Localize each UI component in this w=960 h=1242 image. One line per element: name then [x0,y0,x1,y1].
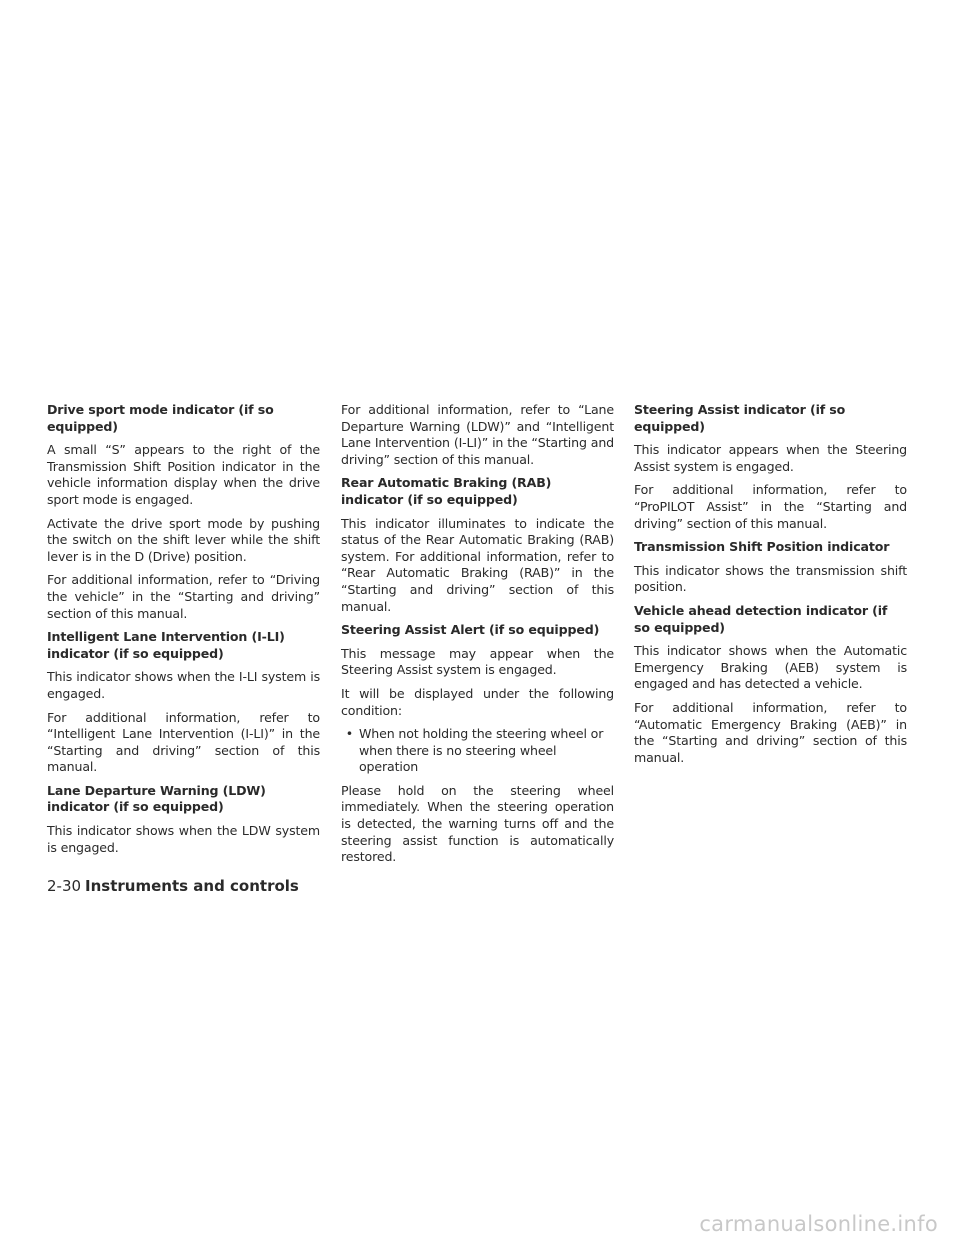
body-paragraph: This indicator appears when the Steering Assist system is engaged. [634,442,907,474]
bullet-item [341,726,614,776]
bullet-icon: • [345,726,353,742]
body-paragraph: It will be displayed under the following condition: [341,685,614,718]
body-paragraph: This indicator shows when the Automatic Emergency Braking (AEB) system is engaged and has detected a vehicle. [634,643,907,692]
section-heading: Transmission Shift Position indicator [634,539,890,555]
text-column-2 [341,402,614,873]
body-paragraph: For additional information, refer to “Driving the vehicle” in the “Starting and driving” section of this manual. [47,572,320,621]
section-heading: Steering Assist indicator (if so equipped) [634,402,846,434]
section-heading: Lane Departure Warning (LDW) indicator (if so equipped) [47,782,266,815]
body-paragraph: Please hold on the steering wheel immediately. When the steering operation is detected, the warning turns off and the steering assist function is automatically restored. [341,782,614,865]
body-paragraph: This indicator shows when the I-LI system is engaged. [47,669,320,701]
body-paragraph: This indicator shows the transmission shift position. [634,562,907,595]
text-column-3 [634,402,907,773]
body-paragraph: For additional information, refer to “ProPILOT Assist” in the “Starting and driving” section of this manual. [634,482,907,531]
body-paragraph: This message may appear when the Steering Assist system is engaged. [341,645,614,678]
body-paragraph: A small “S” appears to the right of the Transmission Shift Position indicator in the vehicle information display when the drive sport mode is engaged. [47,442,320,507]
section-heading: Steering Assist Alert (if so equipped) [341,622,600,638]
page-number: 2-30 [47,877,82,895]
body-paragraph: This indicator illuminates to indicate the status of the Rear Automatic Braking (RAB) system. For additional information, refer to “Rear Automatic Braking (RAB)” in the “Starting and driving” section of this manual. [341,515,614,614]
bullet-text: When not holding the steering wheel or when there is no steering wheel operation [359,726,604,775]
section-title: Instruments and controls [85,877,299,895]
section-heading: Rear Automatic Braking (RAB) indicator (if so equipped) [341,475,552,507]
section-heading: Vehicle ahead detection indicator (if so equipped) [634,602,888,635]
body-paragraph: This indicator shows when the LDW system is engaged. [47,823,320,855]
text-column-1 [47,402,320,863]
page-footer [47,877,299,895]
body-paragraph: For additional information, refer to “Lane Departure Warning (LDW)” and “Intelligent Lane Intervention (I-LI)” in the “Starting and driving” section of this manual. [341,402,614,467]
section-heading: Intelligent Lane Intervention (I-LI) indicator (if so equipped) [47,629,285,661]
body-paragraph: For additional information, refer to “Automatic Emergency Braking (AEB)” in the “Starting and driving” section of this manual. [634,699,907,765]
section-heading: Drive sport mode indicator (if so equipped) [47,402,274,434]
watermark[interactable]: carmanualsonline.info [699,1212,938,1236]
body-paragraph: For additional information, refer to “Intelligent Lane Intervention (I-LI)” in the “Starting and driving” section of this manual. [47,709,320,775]
body-paragraph: Activate the drive sport mode by pushing the switch on the shift lever while the shift lever is in the D (Drive) position. [47,515,320,564]
